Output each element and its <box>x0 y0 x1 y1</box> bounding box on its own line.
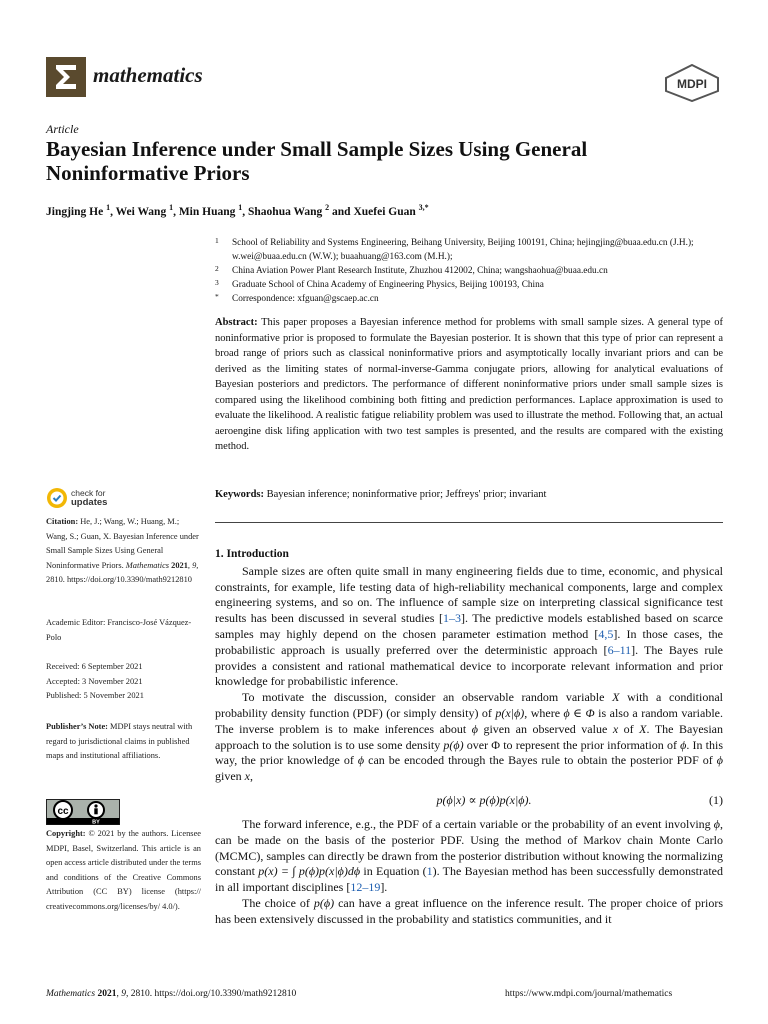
footer-volume: 9 <box>121 989 126 999</box>
publication-dates <box>46 660 201 704</box>
author-affiliation-mark: 3,* <box>418 203 429 212</box>
math-inline: x <box>244 769 250 784</box>
check-updates-icon <box>46 487 68 509</box>
published-date: Published: 5 November 2021 <box>46 691 144 701</box>
article-title: Bayesian Inference under Small Sample Sizes Using General Noninformative Priors <box>46 137 588 185</box>
publisher-note-text: MDPI stays neutral with regard to jurisdictional claims in published maps and institutional affiliations. <box>46 722 193 761</box>
math-inline: x <box>612 721 619 736</box>
math-inline: ϕ <box>680 737 687 752</box>
footer-journal-url[interactable]: https://www.mdpi.com/journal/mathematics <box>505 989 673 999</box>
publisher-note-label: Publisher’s Note: <box>46 722 108 731</box>
affiliation-mark: 3 <box>215 278 219 287</box>
citation-doi-link[interactable]: , 2810. https://doi.org/10.3390/math9212810 <box>46 560 199 585</box>
math-inline: p(ϕ) <box>313 895 335 910</box>
copyright-notice <box>46 827 201 915</box>
footer-citation: Mathematics 2021, 9, 2810. https://doi.org/10.3390/math9212810 <box>46 989 297 999</box>
abstract-label: Abstract: <box>215 317 258 328</box>
citation-block: Citation: He, J.; Wang, W.; Huang, M.; Wang, S.; Guan, X. Bayesian Inference under Small Sample Sizes Using General Noninformative Priors. Mathematics 2021, 9, 2810. https://doi.org/10.3390/math9212810 <box>46 517 199 585</box>
affiliations <box>215 236 725 306</box>
cc-badge-text: BY <box>92 819 100 825</box>
author-list: Jingjing He $^1$, Wei Wang $^1$, Min Huang $^1$, Shaohua Wang $^2$ and Xuefei Guan $^{3,*}$ <box>46 203 429 218</box>
publisher-note <box>46 720 201 764</box>
citation-year: 2021 <box>171 560 188 570</box>
affiliation-item <box>215 236 725 264</box>
math-inline: ϕ <box>716 753 723 768</box>
affiliation-text: School of Reliability and Systems Engineering, Beihang University, Beijing 100191, China; hejingjing@buaa.edu.cn (J.H.); w.wei@buaa.edu.cn (W.W.); buaahuang@163.com (M.H.); <box>232 238 694 262</box>
check-updates-line2: updates <box>71 497 108 508</box>
citation-link[interactable]: 4,5 <box>598 626 614 641</box>
citation-link[interactable]: 12–19 <box>350 880 381 895</box>
author-name[interactable]: Jingjing He <box>46 205 104 218</box>
affiliation-text: Correspondence: xfguan@gscaep.ac.cn <box>232 294 379 304</box>
math-inline: ϕ <box>713 816 720 831</box>
academic-editor: Academic Editor: Francisco-José Vázquez-Polo <box>46 618 192 642</box>
check-updates-line1: check for <box>71 488 106 498</box>
affiliation-item <box>215 278 725 292</box>
author-affiliation-mark: 2 <box>325 203 330 212</box>
affiliation-text: China Aviation Power Plant Research Institute, Zhuzhou 412002, China; wangshaohua@buaa.edu.cn <box>232 266 608 276</box>
abstract-text: This paper proposes a Bayesian inference method for problems with small sample sizes. A general type of noninformative prior is proposed to formulate the Bayesian posterior. It is shown that this type of prior can represent a broad range of priors such as classical noninformative priors and asymptotically locally invariant priors and can be derived as the limiting states of normal-inverse-Gamma conjugate priors, allowing for analytical evaluations of Bayesian posteriors and predictors. The performance of different noninformative priors under small sample sizes is compared using the likelihood combining both fitting and prediction performances. Laplace approximation is used to evaluate the likelihood. A realistic fatigue reliability problem was used to illustrate the method. Following that, an actual aeroengine disk lifing application with two test samples is presented, and the results are compared with the existing method. <box>215 317 723 452</box>
math-inline: p(x) = ∫ p(ϕ)p(x|ϕ)dϕ <box>258 864 361 879</box>
math-inline: ϕ ∈ Φ <box>563 705 595 720</box>
received-date: Received: 6 September 2021 <box>46 662 143 671</box>
math-inline: ϕ <box>471 721 478 736</box>
author-affiliation-mark: 1 <box>106 203 111 212</box>
math-inline: ϕ <box>357 753 365 768</box>
body-paragraph: To motivate the discussion, consider an observable random variable X with a conditional probability density function (PDF) (or simply density) of p(x|ϕ), where ϕ ∈ Φ is also a random variable. The inverse problem is to make inferences about ϕ given an observed value x of X. The Bayesian approach to the solution is to use some density p(ϕ) over Φ to represent the prior information of ϕ. In this way, the prior knowledge of ϕ can be encoded through the Bayes rule to obtain the posterior PDF of ϕ given x, <box>215 690 723 784</box>
check-for-updates-button[interactable] <box>46 487 107 509</box>
citation-volume: 9 <box>192 560 197 570</box>
citation-journal: Mathematics <box>125 560 170 570</box>
citation-label: Citation: <box>46 517 79 526</box>
footer-journal: Mathematics <box>46 989 96 999</box>
affiliation-mark: * <box>215 292 219 301</box>
article-type: Article <box>46 122 79 136</box>
section-divider <box>215 522 723 523</box>
author-name[interactable]: Shaohua Wang <box>248 205 323 218</box>
author-name[interactable]: Xuefei Guan <box>353 205 416 218</box>
author-affiliation-mark: 1 <box>169 203 174 212</box>
citation-link[interactable]: 1–3 <box>442 611 461 626</box>
keywords-text: Bayesian inference; noninformative prior; Jeffreys' prior; invariant <box>266 489 547 500</box>
affiliation-mark: 2 <box>215 264 219 273</box>
keywords <box>215 487 723 502</box>
abstract <box>215 315 723 455</box>
journal-name: mathematics <box>93 63 203 87</box>
body-paragraph: Sample sizes are often quite small in many engineering fields due to time, economic, and physical constraints, for example, life testing data of high-reliability mechanical components, large and complex engineering systems, and so on. The influence of sample size on interpreting classical significance test results has been discussed in several studies [1–3]. The predictive models established based on scarce samples may highly depend on the chosen parameter estimation method [4,5]. In those cases, the probabilistic approach is usually preferred over the deterministic approach [6–11]. The Bayes rule provides a consistent and rational mathematical device to incorporate relevant information and prior knowledge for probabilistic inference. <box>215 563 723 689</box>
author-name[interactable]: Wei Wang <box>115 205 167 218</box>
equation: p(ϕ|x) ∝ p(ϕ)p(x|ϕ). <box>436 793 532 808</box>
citation-link[interactable]: 6–11 <box>607 642 632 657</box>
affiliation-item <box>215 292 725 306</box>
equation-row <box>215 792 723 810</box>
journal-logo-icon <box>46 57 86 97</box>
keywords-label: Keywords: <box>215 489 264 500</box>
copyright-text: © 2021 by the authors. Licensee MDPI, Basel, Switzerland. This article is an open access article distributed under the terms and conditions of the Creative Commons Attribution (CC BY) license (https:// creativecommons.org/licenses/by/ 4.0/). <box>46 829 201 911</box>
svg-text:cc: cc <box>57 806 69 817</box>
mdpi-logo-icon <box>664 64 720 102</box>
author-affiliation-mark: 1 <box>238 203 243 212</box>
math-inline: X <box>639 721 647 736</box>
math-inline: p(x|ϕ) <box>495 705 525 720</box>
affiliation-mark: 1 <box>215 236 219 245</box>
main-body <box>215 547 723 928</box>
body-paragraph: The choice of p(ϕ) can have a great influence on the inference result. The proper choice of priors has been extensively discussed in the probability and statistics communities, and it <box>215 895 723 926</box>
section-heading: 1. Introduction <box>215 548 289 560</box>
accepted-date: Accepted: 3 November 2021 <box>46 676 143 686</box>
math-inline: p(ϕ) <box>443 737 464 752</box>
affiliation-text: Graduate School of China Academy of Engineering Physics, Beijing 100193, China <box>232 280 544 290</box>
equation-link[interactable]: 1 <box>426 864 433 879</box>
mdpi-logo-text: MDPI <box>677 77 707 91</box>
affiliation-item <box>215 264 725 278</box>
cc-by-license-icon[interactable] <box>46 799 120 825</box>
citation-text: He, J.; Wang, W.; Huang, M.; Wang, S.; Guan, X. Bayesian Inference under Small Sample Sizes Using General Noninformative Priors. <box>46 517 199 570</box>
author-name[interactable]: Min Huang <box>178 205 236 218</box>
math-inline: X <box>612 690 620 705</box>
footer-year: 2021 <box>97 989 117 999</box>
copyright-label: Copyright: <box>46 829 86 838</box>
body-paragraph: The forward inference, e.g., the PDF of a certain variable or the probability of an event involving ϕ, can be made on the basis of the posterior PDF. Using the method of Markov chain Monte Carlo (MCMC), samples can directly be drawn from the posterior distribution without knowing the normalizing constant p(x) = ∫ p(ϕ)p(x|ϕ)dϕ in Equation (1). The Bayesian method has been successfully demonstrated in all important disciplines [12–19]. <box>215 816 723 895</box>
footer-doi-link[interactable]: , 2810. https://doi.org/10.3390/math9212810 <box>125 989 297 999</box>
equation-number: (1) <box>709 793 723 808</box>
